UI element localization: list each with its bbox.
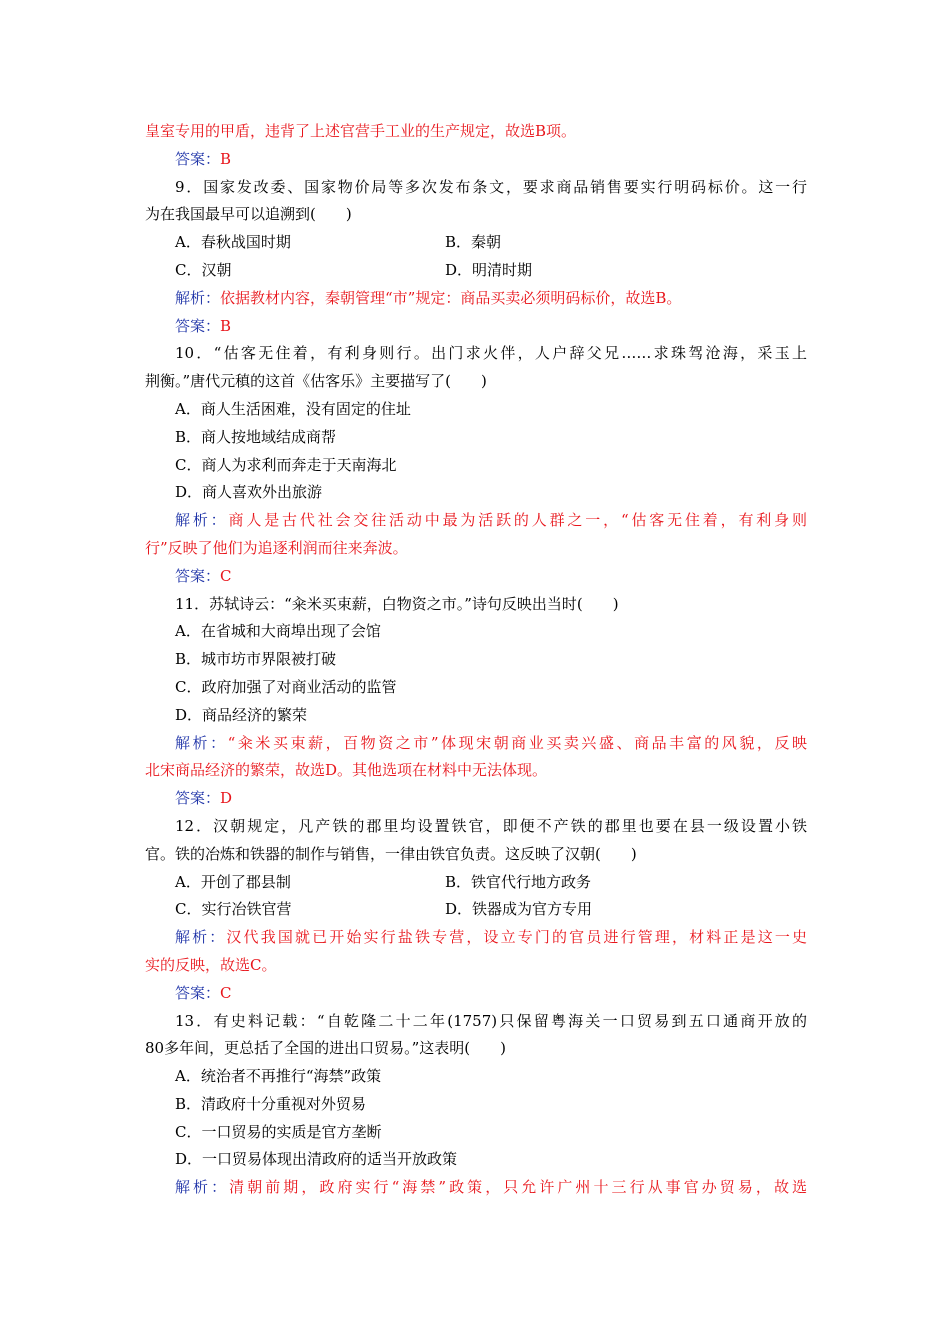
analysis-label: 解析： — [175, 733, 228, 752]
answer-label: 答案： — [175, 566, 221, 585]
option-c: C．一口贸易的实质是官方垄断 — [175, 1122, 382, 1141]
option-c: C．实行冶铁官营 — [175, 900, 292, 919]
question-stem: 10．“估客无住着，有利身则行。出门求火伴，人户辞父兄……求珠驾沧海，采玉上 — [175, 344, 807, 363]
analysis-label: 解析： — [175, 511, 229, 530]
lead-answer-line — [145, 146, 807, 174]
option-a: A．统治者不再推行“海禁”政策 — [175, 1067, 382, 1086]
answer-value: B — [220, 316, 232, 335]
option-a: A．春秋战国时期 — [175, 233, 291, 252]
analysis-text: 依据教材内容，秦朝管理“市”规定：商品买卖必须明码标价，故选B。 — [220, 288, 682, 307]
analysis-line — [145, 1174, 807, 1202]
analysis-text-continued: 北宋商品经济的繁荣，故选D。其他选项在材料中无法体现。 — [145, 761, 548, 780]
question-10 — [145, 340, 807, 590]
answer-label: 答案： — [175, 789, 221, 808]
option-b: B．秦朝 — [445, 233, 502, 252]
option-a: A．开创了郡县制 — [175, 872, 291, 891]
analysis-text-continued: 实的反映，故选C。 — [145, 955, 277, 974]
answer-value: C — [220, 566, 232, 585]
option-a: A．在省城和大商埠出现了会馆 — [175, 622, 381, 641]
question-stem: 9．国家发改委、国家物价局等多次发布条文，要求商品销售要实行明码标价。这一行 — [175, 177, 807, 196]
option-row — [145, 869, 807, 897]
option-d: D．明清时期 — [445, 260, 533, 279]
option-c: C．汉朝 — [175, 260, 232, 279]
question-stem: 11．苏轼诗云：“籴米买束薪，白物资之市。”诗句反映出当时( ) — [175, 594, 619, 613]
lead-analysis-continuation: 皇室专用的甲盾，违背了上述官营手工业的生产规定，故选B项。 — [145, 122, 577, 140]
option-b: B．铁官代行地方政务 — [445, 872, 592, 891]
analysis-text: 商人是古代社会交往活动中最为活跃的人群之一，“估客无住着，有利身则 — [228, 511, 807, 530]
question-12 — [145, 813, 807, 1008]
option-d: D．商人喜欢外出旅游 — [175, 483, 323, 502]
answer-label: 答案： — [175, 316, 221, 335]
analysis-line — [145, 924, 807, 952]
option-b: B．商人按地域结成商帮 — [175, 427, 337, 446]
answer-line — [145, 785, 807, 813]
option-row — [145, 229, 807, 257]
option-row — [145, 257, 807, 285]
option-a: A．商人生活困难，没有固定的住址 — [175, 399, 411, 418]
question-stem: 官。铁的冶炼和铁器的制作与销售，一律由铁官负责。这反映了汉朝( ) — [145, 844, 637, 863]
analysis-text: “籴米买束薪，百物资之市”体现宋朝商业买卖兴盛、商品丰富的风貌，反映 — [227, 733, 807, 752]
option-c: C．商人为求利而奔走于天南海北 — [175, 455, 397, 474]
answer-line — [145, 563, 807, 591]
answer-value: B — [220, 149, 232, 168]
analysis-line — [145, 507, 807, 535]
option-d: D．铁器成为官方专用 — [445, 900, 593, 919]
analysis-label: 解析： — [175, 288, 221, 307]
option-b: B．清政府十分重视对外贸易 — [175, 1094, 367, 1113]
option-b: B．城市坊市界限被打破 — [175, 650, 337, 669]
option-d: D．一口贸易体现出清政府的适当开放政策 — [175, 1150, 458, 1169]
question-stem: 荆衡。”唐代元稹的这首《估客乐》主要描写了( ) — [145, 372, 487, 391]
question-stem: 13．有史料记载：“自乾隆二十二年(1757)只保留粤海关一口贸易到五口通商开放的 — [175, 1011, 807, 1030]
question-stem: 80多年间，更总括了全国的进出口贸易。”这表明( ) — [145, 1039, 506, 1058]
question-11 — [145, 591, 807, 813]
analysis-line — [145, 285, 807, 313]
analysis-text: 汉代我国就已开始实行盐铁专营，设立专门的官员进行管理，材料正是这一史 — [226, 928, 807, 947]
analysis-label: 解析： — [175, 928, 227, 947]
answer-line — [145, 980, 807, 1008]
document-page — [145, 118, 807, 1202]
option-d: D．商品经济的繁荣 — [175, 705, 308, 724]
option-row — [145, 896, 807, 924]
analysis-label: 解析： — [175, 1178, 230, 1197]
answer-value: C — [220, 983, 232, 1002]
question-stem: 为在我国最早可以追溯到( ) — [145, 205, 352, 224]
option-c: C．政府加强了对商业活动的监管 — [175, 677, 397, 696]
question-13 — [145, 1008, 807, 1203]
answer-line — [145, 313, 807, 341]
analysis-line — [145, 730, 807, 758]
question-9 — [145, 174, 807, 341]
answer-label: 答案： — [175, 149, 221, 168]
question-stem: 12．汉朝规定，凡产铁的郡里均设置铁官，即便不产铁的郡里也要在县一级设置小铁 — [175, 816, 807, 835]
answer-label: 答案： — [175, 983, 221, 1002]
analysis-text: 清朝前期，政府实行“海禁”政策，只允许广州十三行从事官办贸易，故选 — [229, 1178, 807, 1197]
answer-value: D — [220, 789, 233, 808]
analysis-text-continued: 行”反映了他们为追逐利润而往来奔波。 — [145, 538, 408, 557]
